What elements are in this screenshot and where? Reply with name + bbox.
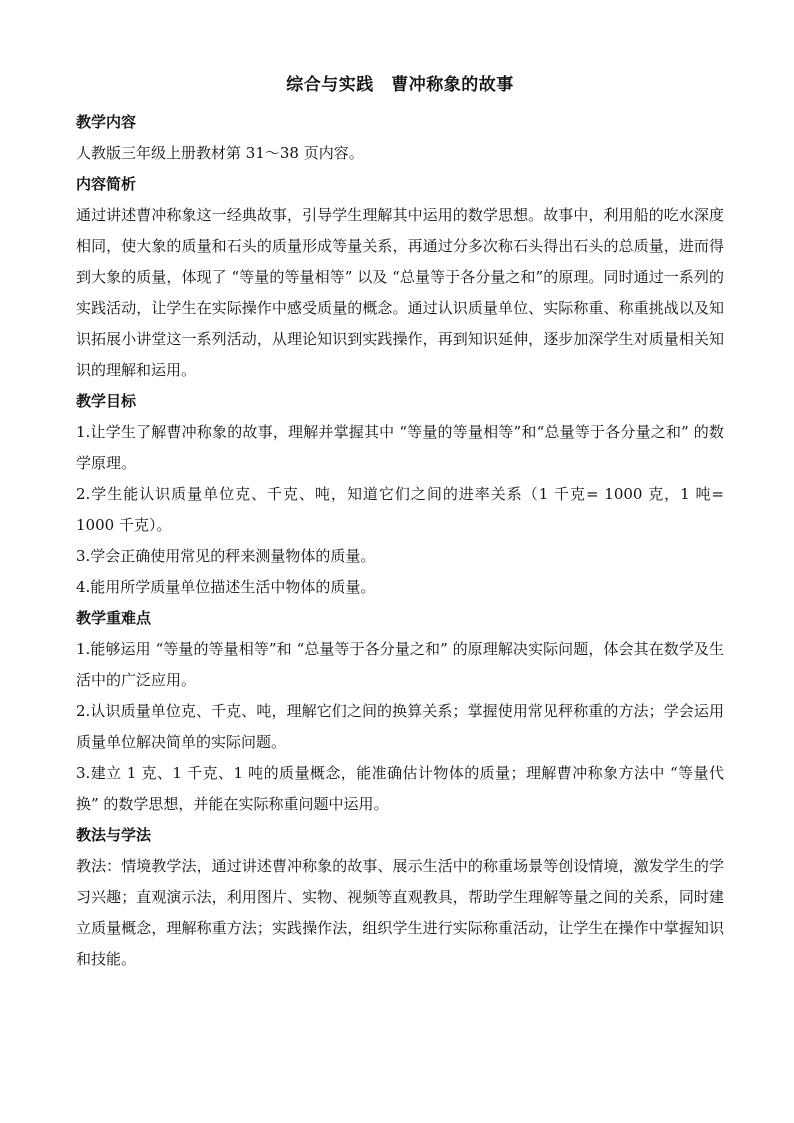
section-heading: 教学内容 <box>76 113 137 131</box>
list-item: 3.建立 1 克、1 千克、1 吨的质量概念，能准确估计物体的质量；理解曹冲称象方法中 “等量代换” 的数学思想，并能在实际称重问题中运用。 <box>76 764 724 813</box>
section-content-analysis <box>76 169 724 386</box>
section-teaching-content <box>76 107 724 169</box>
section-methods <box>76 820 724 975</box>
list-item: 2.学生能认识质量单位克、千克、吨，知道它们之间的进率关系（1 千克= 1000 克，1 吨= 1000 千克）。 <box>76 485 724 534</box>
paragraph: 人教版三年级上册教材第 31～38 页内容。 <box>76 144 364 162</box>
section-heading: 内容简析 <box>76 175 137 193</box>
list-item: 2.认识质量单位克、千克、吨，理解它们之间的换算关系；掌握使用常见秤称重的方法；学会运用质量单位解决简单的实际问题。 <box>76 702 724 751</box>
section-heading: 教学目标 <box>76 392 137 410</box>
list-item: 1.让学生了解曹冲称象的故事，理解并掌握其中 “等量的等量相等”和“总量等于各分量之和” 的数学原理。 <box>76 423 724 472</box>
section-heading: 教法与学法 <box>76 826 152 844</box>
paragraph: 通过讲述曹冲称象这一经典故事，引导学生理解其中运用的数学思想。故事中，利用船的吃水深度相同，使大象的质量和石头的质量形成等量关系，再通过分多次称石头得出石头的总质量，进而得到大象的质量，体现了 “等量的等量相等” 以及 “总量等于各分量之和”的原理。同时通过一系列的实践活动，让学生在实际操作中感受质量的概念。通过认识质量单位、实际称重、称重挑战以及知识拓展小讲堂这一系列活动，从理论知识到实践操作，再到知识延伸，逐步加深学生对质量相关知识的理解和运用。 <box>76 206 724 379</box>
list-item: 1.能够运用 “等量的等量相等”和 “总量等于各分量之和” 的原理解决实际问题，体会其在数学及生活中的广泛应用。 <box>76 640 724 689</box>
document-page <box>76 72 724 975</box>
paragraph: 教法：情境教学法，通过讲述曹冲称象的故事、展示生活中的称重场景等创设情境，激发学生的学习兴趣；直观演示法，利用图片、实物、视频等直观教具，帮助学生理解等量之间的关系，同时建立质量概念，理解称重方法；实践操作法，组织学生进行实际称重活动，让学生在操作中掌握知识和技能。 <box>76 857 724 968</box>
section-key-difficulties <box>76 603 724 820</box>
section-heading: 教学重难点 <box>76 609 152 627</box>
section-teaching-goals <box>76 386 724 603</box>
document-title: 综合与实践 曹冲称象的故事 <box>286 75 514 95</box>
list-item: 3.学会正确使用常见的秤来测量物体的质量。 <box>76 547 376 565</box>
list-item: 4.能用所学质量单位描述生活中物体的质量。 <box>76 578 376 596</box>
